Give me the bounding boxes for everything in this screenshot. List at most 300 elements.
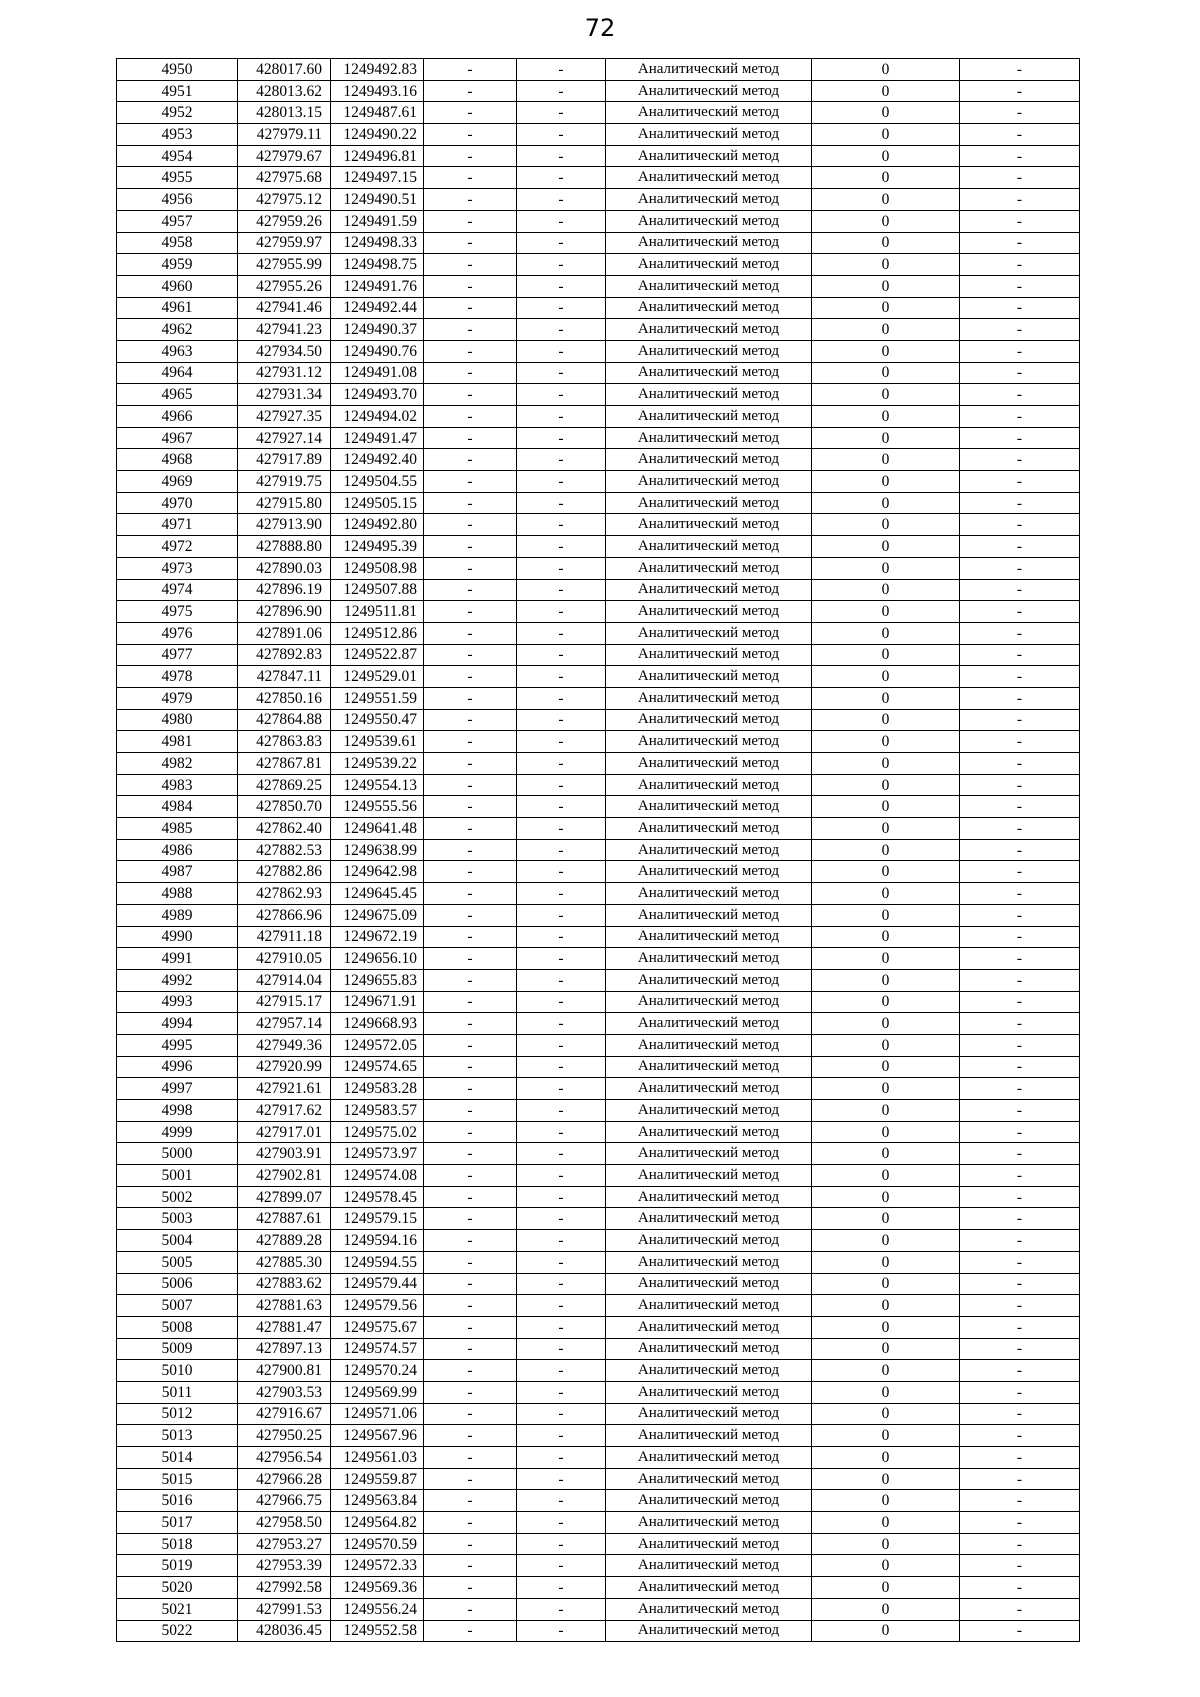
method-cell: Аналитический метод — [606, 839, 812, 861]
method-cell: Аналитический метод — [606, 536, 812, 558]
y-coordinate-cell: 1249497.15 — [331, 167, 424, 189]
point-number-cell: 4996 — [117, 1056, 238, 1078]
empty-cell-a: - — [424, 232, 517, 254]
accuracy-cell: 0 — [812, 644, 960, 666]
table-row — [117, 406, 1080, 428]
method-cell: Аналитический метод — [606, 1165, 812, 1187]
accuracy-cell: 0 — [812, 275, 960, 297]
point-number-cell: 4966 — [117, 406, 238, 428]
point-number-cell: 5010 — [117, 1360, 238, 1382]
point-number-cell: 5001 — [117, 1165, 238, 1187]
method-cell: Аналитический метод — [606, 167, 812, 189]
description-cell: - — [960, 384, 1080, 406]
y-coordinate-cell: 1249522.87 — [331, 644, 424, 666]
empty-cell-b: - — [517, 1208, 606, 1230]
table-row — [117, 1620, 1080, 1642]
empty-cell-a: - — [424, 210, 517, 232]
method-cell: Аналитический метод — [606, 1143, 812, 1165]
description-cell: - — [960, 427, 1080, 449]
accuracy-cell: 0 — [812, 492, 960, 514]
x-coordinate-cell: 427959.97 — [238, 232, 331, 254]
table-row — [117, 1338, 1080, 1360]
description-cell: - — [960, 514, 1080, 536]
x-coordinate-cell: 427887.61 — [238, 1208, 331, 1230]
y-coordinate-cell: 1249561.03 — [331, 1447, 424, 1469]
empty-cell-b: - — [517, 1555, 606, 1577]
method-cell: Аналитический метод — [606, 1468, 812, 1490]
empty-cell-b: - — [517, 232, 606, 254]
table-row — [117, 471, 1080, 493]
method-cell: Аналитический метод — [606, 124, 812, 146]
method-cell: Аналитический метод — [606, 471, 812, 493]
point-number-cell: 4979 — [117, 687, 238, 709]
method-cell: Аналитический метод — [606, 1360, 812, 1382]
method-cell: Аналитический метод — [606, 254, 812, 276]
description-cell: - — [960, 1620, 1080, 1642]
accuracy-cell: 0 — [812, 319, 960, 341]
description-cell: - — [960, 1121, 1080, 1143]
method-cell: Аналитический метод — [606, 145, 812, 167]
x-coordinate-cell: 427975.12 — [238, 189, 331, 211]
method-cell: Аналитический метод — [606, 297, 812, 319]
y-coordinate-cell: 1249571.06 — [331, 1403, 424, 1425]
table-row — [117, 948, 1080, 970]
empty-cell-a: - — [424, 839, 517, 861]
x-coordinate-cell: 427979.67 — [238, 145, 331, 167]
point-number-cell: 4987 — [117, 861, 238, 883]
method-cell: Аналитический метод — [606, 579, 812, 601]
point-number-cell: 5003 — [117, 1208, 238, 1230]
point-number-cell: 5022 — [117, 1620, 238, 1642]
accuracy-cell: 0 — [812, 1165, 960, 1187]
empty-cell-a: - — [424, 319, 517, 341]
table-row — [117, 1100, 1080, 1122]
table-row — [117, 1143, 1080, 1165]
table-row — [117, 839, 1080, 861]
empty-cell-a: - — [424, 167, 517, 189]
point-number-cell: 4961 — [117, 297, 238, 319]
x-coordinate-cell: 427882.86 — [238, 861, 331, 883]
empty-cell-b: - — [517, 1468, 606, 1490]
x-coordinate-cell: 427883.62 — [238, 1273, 331, 1295]
description-cell: - — [960, 1316, 1080, 1338]
y-coordinate-cell: 1249574.65 — [331, 1056, 424, 1078]
description-cell: - — [960, 666, 1080, 688]
point-number-cell: 4957 — [117, 210, 238, 232]
x-coordinate-cell: 427885.30 — [238, 1251, 331, 1273]
table-body — [117, 59, 1080, 1642]
x-coordinate-cell: 427882.53 — [238, 839, 331, 861]
x-coordinate-cell: 427931.34 — [238, 384, 331, 406]
empty-cell-b: - — [517, 969, 606, 991]
accuracy-cell: 0 — [812, 210, 960, 232]
point-number-cell: 4954 — [117, 145, 238, 167]
table-row — [117, 753, 1080, 775]
point-number-cell: 4965 — [117, 384, 238, 406]
method-cell: Аналитический метод — [606, 232, 812, 254]
empty-cell-a: - — [424, 449, 517, 471]
x-coordinate-cell: 427897.13 — [238, 1338, 331, 1360]
method-cell: Аналитический метод — [606, 861, 812, 883]
empty-cell-a: - — [424, 1251, 517, 1273]
accuracy-cell: 0 — [812, 362, 960, 384]
description-cell: - — [960, 796, 1080, 818]
empty-cell-a: - — [424, 687, 517, 709]
table-row — [117, 340, 1080, 362]
empty-cell-b: - — [517, 124, 606, 146]
table-row — [117, 666, 1080, 688]
y-coordinate-cell: 1249668.93 — [331, 1013, 424, 1035]
empty-cell-b: - — [517, 102, 606, 124]
method-cell: Аналитический метод — [606, 731, 812, 753]
accuracy-cell: 0 — [812, 557, 960, 579]
point-number-cell: 4959 — [117, 254, 238, 276]
point-number-cell: 4991 — [117, 948, 238, 970]
point-number-cell: 4951 — [117, 80, 238, 102]
x-coordinate-cell: 427919.75 — [238, 471, 331, 493]
x-coordinate-cell: 427956.54 — [238, 1447, 331, 1469]
method-cell: Аналитический метод — [606, 275, 812, 297]
description-cell: - — [960, 471, 1080, 493]
point-number-cell: 4988 — [117, 883, 238, 905]
empty-cell-b: - — [517, 861, 606, 883]
accuracy-cell: 0 — [812, 1208, 960, 1230]
empty-cell-a: - — [424, 818, 517, 840]
description-cell: - — [960, 1598, 1080, 1620]
table-row — [117, 969, 1080, 991]
description-cell: - — [960, 601, 1080, 623]
empty-cell-b: - — [517, 1490, 606, 1512]
method-cell: Аналитический метод — [606, 1273, 812, 1295]
empty-cell-a: - — [424, 1121, 517, 1143]
point-number-cell: 4995 — [117, 1034, 238, 1056]
table-row — [117, 579, 1080, 601]
empty-cell-a: - — [424, 1100, 517, 1122]
x-coordinate-cell: 427881.47 — [238, 1316, 331, 1338]
empty-cell-b: - — [517, 449, 606, 471]
x-coordinate-cell: 427911.18 — [238, 926, 331, 948]
table-row — [117, 232, 1080, 254]
empty-cell-b: - — [517, 1381, 606, 1403]
method-cell: Аналитический метод — [606, 883, 812, 905]
empty-cell-a: - — [424, 753, 517, 775]
point-number-cell: 5018 — [117, 1533, 238, 1555]
y-coordinate-cell: 1249490.22 — [331, 124, 424, 146]
accuracy-cell: 0 — [812, 59, 960, 81]
empty-cell-a: - — [424, 102, 517, 124]
empty-cell-a: - — [424, 1338, 517, 1360]
accuracy-cell: 0 — [812, 687, 960, 709]
point-number-cell: 4985 — [117, 818, 238, 840]
description-cell: - — [960, 1034, 1080, 1056]
empty-cell-b: - — [517, 1165, 606, 1187]
point-number-cell: 5021 — [117, 1598, 238, 1620]
accuracy-cell: 0 — [812, 991, 960, 1013]
y-coordinate-cell: 1249583.57 — [331, 1100, 424, 1122]
description-cell: - — [960, 536, 1080, 558]
y-coordinate-cell: 1249579.44 — [331, 1273, 424, 1295]
x-coordinate-cell: 427864.88 — [238, 709, 331, 731]
empty-cell-b: - — [517, 709, 606, 731]
empty-cell-b: - — [517, 1620, 606, 1642]
empty-cell-b: - — [517, 1100, 606, 1122]
method-cell: Аналитический метод — [606, 1403, 812, 1425]
point-number-cell: 4956 — [117, 189, 238, 211]
accuracy-cell: 0 — [812, 818, 960, 840]
point-number-cell: 4962 — [117, 319, 238, 341]
accuracy-cell: 0 — [812, 883, 960, 905]
x-coordinate-cell: 427979.11 — [238, 124, 331, 146]
accuracy-cell: 0 — [812, 774, 960, 796]
x-coordinate-cell: 427850.70 — [238, 796, 331, 818]
empty-cell-a: - — [424, 471, 517, 493]
accuracy-cell: 0 — [812, 1013, 960, 1035]
table-row — [117, 102, 1080, 124]
x-coordinate-cell: 427881.63 — [238, 1295, 331, 1317]
table-row — [117, 687, 1080, 709]
accuracy-cell: 0 — [812, 861, 960, 883]
empty-cell-b: - — [517, 1512, 606, 1534]
empty-cell-a: - — [424, 340, 517, 362]
x-coordinate-cell: 427915.17 — [238, 991, 331, 1013]
x-coordinate-cell: 427914.04 — [238, 969, 331, 991]
point-number-cell: 5014 — [117, 1447, 238, 1469]
empty-cell-a: - — [424, 1273, 517, 1295]
x-coordinate-cell: 427903.91 — [238, 1143, 331, 1165]
method-cell: Аналитический метод — [606, 622, 812, 644]
accuracy-cell: 0 — [812, 601, 960, 623]
x-coordinate-cell: 427921.61 — [238, 1078, 331, 1100]
point-number-cell: 4983 — [117, 774, 238, 796]
y-coordinate-cell: 1249645.45 — [331, 883, 424, 905]
empty-cell-b: - — [517, 666, 606, 688]
method-cell: Аналитический метод — [606, 384, 812, 406]
table-row — [117, 449, 1080, 471]
description-cell: - — [960, 167, 1080, 189]
empty-cell-b: - — [517, 145, 606, 167]
table-row — [117, 319, 1080, 341]
x-coordinate-cell: 427949.36 — [238, 1034, 331, 1056]
point-number-cell: 4963 — [117, 340, 238, 362]
point-number-cell: 4958 — [117, 232, 238, 254]
method-cell: Аналитический метод — [606, 319, 812, 341]
point-number-cell: 4997 — [117, 1078, 238, 1100]
point-number-cell: 4982 — [117, 753, 238, 775]
x-coordinate-cell: 427913.90 — [238, 514, 331, 536]
accuracy-cell: 0 — [812, 1381, 960, 1403]
method-cell: Аналитический метод — [606, 948, 812, 970]
method-cell: Аналитический метод — [606, 1078, 812, 1100]
empty-cell-a: - — [424, 145, 517, 167]
table-row — [117, 1230, 1080, 1252]
empty-cell-a: - — [424, 1056, 517, 1078]
accuracy-cell: 0 — [812, 254, 960, 276]
table-row — [117, 275, 1080, 297]
description-cell: - — [960, 557, 1080, 579]
table-row — [117, 1360, 1080, 1382]
empty-cell-b: - — [517, 579, 606, 601]
point-number-cell: 5012 — [117, 1403, 238, 1425]
y-coordinate-cell: 1249583.28 — [331, 1078, 424, 1100]
y-coordinate-cell: 1249498.75 — [331, 254, 424, 276]
method-cell: Аналитический метод — [606, 666, 812, 688]
point-number-cell: 4964 — [117, 362, 238, 384]
x-coordinate-cell: 427899.07 — [238, 1186, 331, 1208]
method-cell: Аналитический метод — [606, 1056, 812, 1078]
description-cell: - — [960, 1447, 1080, 1469]
method-cell: Аналитический метод — [606, 969, 812, 991]
y-coordinate-cell: 1249493.70 — [331, 384, 424, 406]
y-coordinate-cell: 1249492.80 — [331, 514, 424, 536]
y-coordinate-cell: 1249641.48 — [331, 818, 424, 840]
empty-cell-b: - — [517, 340, 606, 362]
y-coordinate-cell: 1249491.59 — [331, 210, 424, 232]
y-coordinate-cell: 1249491.08 — [331, 362, 424, 384]
method-cell: Аналитический метод — [606, 102, 812, 124]
empty-cell-b: - — [517, 384, 606, 406]
table-row — [117, 904, 1080, 926]
y-coordinate-cell: 1249563.84 — [331, 1490, 424, 1512]
y-coordinate-cell: 1249570.24 — [331, 1360, 424, 1382]
empty-cell-a: - — [424, 1316, 517, 1338]
accuracy-cell: 0 — [812, 384, 960, 406]
point-number-cell: 4976 — [117, 622, 238, 644]
point-number-cell: 5015 — [117, 1468, 238, 1490]
y-coordinate-cell: 1249574.57 — [331, 1338, 424, 1360]
empty-cell-b: - — [517, 1295, 606, 1317]
description-cell: - — [960, 687, 1080, 709]
y-coordinate-cell: 1249642.98 — [331, 861, 424, 883]
x-coordinate-cell: 427915.80 — [238, 492, 331, 514]
accuracy-cell: 0 — [812, 1295, 960, 1317]
empty-cell-b: - — [517, 1403, 606, 1425]
y-coordinate-cell: 1249638.99 — [331, 839, 424, 861]
y-coordinate-cell: 1249511.81 — [331, 601, 424, 623]
method-cell: Аналитический метод — [606, 362, 812, 384]
empty-cell-a: - — [424, 1078, 517, 1100]
page-number: 72 — [584, 14, 616, 42]
empty-cell-b: - — [517, 1186, 606, 1208]
x-coordinate-cell: 427992.58 — [238, 1577, 331, 1599]
y-coordinate-cell: 1249556.24 — [331, 1598, 424, 1620]
description-cell: - — [960, 232, 1080, 254]
description-cell: - — [960, 709, 1080, 731]
description-cell: - — [960, 1577, 1080, 1599]
table-row — [117, 1013, 1080, 1035]
y-coordinate-cell: 1249671.91 — [331, 991, 424, 1013]
description-cell: - — [960, 275, 1080, 297]
description-cell: - — [960, 1186, 1080, 1208]
x-coordinate-cell: 428017.60 — [238, 59, 331, 81]
method-cell: Аналитический метод — [606, 1013, 812, 1035]
table-row — [117, 1533, 1080, 1555]
y-coordinate-cell: 1249498.33 — [331, 232, 424, 254]
point-number-cell: 4974 — [117, 579, 238, 601]
accuracy-cell: 0 — [812, 1490, 960, 1512]
point-number-cell: 5011 — [117, 1381, 238, 1403]
empty-cell-a: - — [424, 1295, 517, 1317]
x-coordinate-cell: 427900.81 — [238, 1360, 331, 1382]
empty-cell-a: - — [424, 1165, 517, 1187]
table-row — [117, 124, 1080, 146]
empty-cell-b: - — [517, 1316, 606, 1338]
description-cell: - — [960, 1251, 1080, 1273]
point-number-cell: 5008 — [117, 1316, 238, 1338]
description-cell: - — [960, 731, 1080, 753]
y-coordinate-cell: 1249492.83 — [331, 59, 424, 81]
x-coordinate-cell: 427917.01 — [238, 1121, 331, 1143]
point-number-cell: 4981 — [117, 731, 238, 753]
table-row — [117, 991, 1080, 1013]
description-cell: - — [960, 861, 1080, 883]
empty-cell-b: - — [517, 362, 606, 384]
y-coordinate-cell: 1249491.47 — [331, 427, 424, 449]
point-number-cell: 4967 — [117, 427, 238, 449]
method-cell: Аналитический метод — [606, 1316, 812, 1338]
x-coordinate-cell: 427917.62 — [238, 1100, 331, 1122]
point-number-cell: 5019 — [117, 1555, 238, 1577]
description-cell: - — [960, 926, 1080, 948]
empty-cell-a: - — [424, 904, 517, 926]
x-coordinate-cell: 427941.23 — [238, 319, 331, 341]
method-cell: Аналитический метод — [606, 1121, 812, 1143]
empty-cell-b: - — [517, 406, 606, 428]
empty-cell-b: - — [517, 796, 606, 818]
table-row — [117, 709, 1080, 731]
empty-cell-b: - — [517, 1056, 606, 1078]
method-cell: Аналитический метод — [606, 340, 812, 362]
empty-cell-a: - — [424, 861, 517, 883]
accuracy-cell: 0 — [812, 189, 960, 211]
accuracy-cell: 0 — [812, 1316, 960, 1338]
method-cell: Аналитический метод — [606, 1447, 812, 1469]
method-cell: Аналитический метод — [606, 427, 812, 449]
table-row — [117, 1121, 1080, 1143]
description-cell: - — [960, 254, 1080, 276]
accuracy-cell: 0 — [812, 1533, 960, 1555]
table-row — [117, 1447, 1080, 1469]
table-row — [117, 774, 1080, 796]
empty-cell-a: - — [424, 1598, 517, 1620]
accuracy-cell: 0 — [812, 709, 960, 731]
point-number-cell: 5017 — [117, 1512, 238, 1534]
accuracy-cell: 0 — [812, 536, 960, 558]
method-cell: Аналитический метод — [606, 753, 812, 775]
description-cell: - — [960, 297, 1080, 319]
accuracy-cell: 0 — [812, 1143, 960, 1165]
x-coordinate-cell: 427955.99 — [238, 254, 331, 276]
description-cell: - — [960, 969, 1080, 991]
description-cell: - — [960, 644, 1080, 666]
accuracy-cell: 0 — [812, 904, 960, 926]
empty-cell-a: - — [424, 1403, 517, 1425]
empty-cell-a: - — [424, 492, 517, 514]
method-cell: Аналитический метод — [606, 1186, 812, 1208]
empty-cell-b: - — [517, 1447, 606, 1469]
empty-cell-b: - — [517, 1598, 606, 1620]
point-number-cell: 5002 — [117, 1186, 238, 1208]
y-coordinate-cell: 1249504.55 — [331, 471, 424, 493]
x-coordinate-cell: 428013.62 — [238, 80, 331, 102]
accuracy-cell: 0 — [812, 80, 960, 102]
description-cell: - — [960, 1208, 1080, 1230]
table-row — [117, 796, 1080, 818]
accuracy-cell: 0 — [812, 102, 960, 124]
empty-cell-b: - — [517, 818, 606, 840]
empty-cell-a: - — [424, 557, 517, 579]
method-cell: Аналитический метод — [606, 818, 812, 840]
accuracy-cell: 0 — [812, 145, 960, 167]
